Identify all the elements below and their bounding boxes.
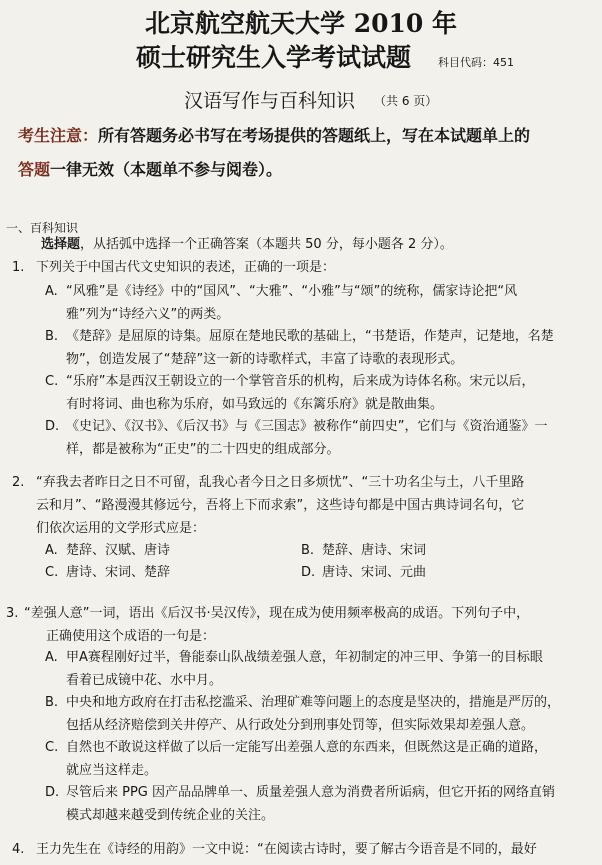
option-line: “乐府”本是西汉王朝设立的一个掌管音乐的机构，后来成为诗体名称。宋元以后， bbox=[66, 374, 535, 389]
option-line: 就应当这样走。 bbox=[66, 763, 158, 778]
notice-text-2: 一律无效（本题单不参与阅卷）。 bbox=[50, 160, 283, 179]
subject-title: 汉语写作与百科知识 bbox=[184, 90, 356, 112]
question-1 bbox=[12, 256, 592, 279]
subject-code: 科目代码：451 bbox=[438, 56, 514, 69]
question-stem-line: “差强人意”一词，语出《后汉书·吴汉传》，现在成为使用频率极高的成语。下列句子中， bbox=[24, 606, 530, 621]
option-line: 中央和地方政府在打击私挖滥采、治理矿难等问题上的态度是坚决的，措施是严厉的， bbox=[66, 695, 561, 710]
option-2d: 唐诗、宋词、元曲 bbox=[322, 565, 427, 580]
instruction-type: 选择题 bbox=[41, 237, 81, 252]
question-stem-line: “弃我去者昨日之日不可留，乱我心者今日之日多烦忧”、“三十功名尘与土，八千里路 bbox=[36, 475, 525, 490]
question-number: 4. bbox=[12, 842, 25, 857]
option-label: C. bbox=[45, 565, 59, 580]
page-count: （共 6 页） bbox=[374, 94, 438, 108]
question-number: 1. bbox=[12, 260, 25, 275]
university-year-title: 北京航空航天大学 2010 年 bbox=[145, 9, 457, 38]
option-line: 包括从经济赔偿到关井停产、从行政处分到刑事处罚等，但实际效果却差强人意。 bbox=[66, 718, 535, 733]
option-line: 甲A赛程刚好过半，鲁能泰山队战绩差强人意，年初制定的冲三甲、争第一的目标眼 bbox=[66, 650, 543, 665]
question-stem-line: 正确使用这个成语的一句是： bbox=[46, 629, 216, 644]
option-label: D. bbox=[45, 785, 60, 800]
option-label: C. bbox=[45, 740, 59, 755]
option-line: 有时将词、曲也称为乐府，如马致远的《东篱乐府》就是散曲集。 bbox=[66, 397, 444, 412]
question-2 bbox=[12, 471, 592, 540]
question-4 bbox=[12, 838, 592, 861]
option-label: D. bbox=[301, 565, 316, 580]
option-line: 《楚辞》是屈原的诗集。屈原在楚地民歌的基础上，“书楚语，作楚声，记楚地，名楚 bbox=[66, 329, 554, 344]
question-number: 3. bbox=[6, 606, 19, 621]
option-label: C. bbox=[45, 374, 59, 389]
option-2a: 楚辞、汉赋、唐诗 bbox=[66, 543, 171, 558]
section-title: 一、百科知识 bbox=[6, 221, 79, 235]
option-line: “风雅”是《诗经》中的“国风”、“大雅”、“小雅”与“颂”的统称，儒家诗论把“风 bbox=[66, 284, 518, 299]
notice-emphasis: 答题 bbox=[18, 160, 51, 179]
question-number: 2. bbox=[12, 475, 25, 490]
option-3c bbox=[45, 736, 593, 782]
option-2c: 唐诗、宋词、楚辞 bbox=[66, 565, 171, 580]
option-3b bbox=[45, 691, 593, 737]
notice-line-1 bbox=[18, 124, 598, 148]
option-label: A. bbox=[45, 650, 58, 665]
option-line: 物”，创造发展了“楚辞”这一新的诗歌样式，丰富了诗歌的表现形式。 bbox=[66, 352, 464, 367]
option-1b bbox=[45, 325, 593, 371]
option-label: A. bbox=[45, 284, 58, 299]
option-3a bbox=[45, 646, 593, 692]
notice-label: 考生注意： bbox=[18, 126, 99, 145]
option-line: 雅”列为“诗经六义”的两类。 bbox=[66, 307, 230, 322]
option-line: 模式却越来越受到传统企业的关注。 bbox=[66, 808, 275, 823]
option-line: 尽管后来 PPG 因产品品牌单一、质量差强人意为消费者所诟病，但它开拓的网络直销 bbox=[66, 785, 556, 800]
option-row-ab bbox=[45, 539, 593, 562]
question-stem-line: 云和月”、“路漫漫其修远兮，吾将上下而求索”，这些诗句都是中国古典诗词名句，它 bbox=[36, 498, 525, 513]
option-line: 看着已成镜中花、水中月。 bbox=[66, 673, 223, 688]
question-stem-line: 下列关于中国古代文史知识的表述，正确的一项是： bbox=[36, 260, 336, 275]
section-instruction bbox=[41, 236, 453, 254]
notice-line-2 bbox=[18, 158, 598, 182]
option-1c bbox=[45, 370, 593, 416]
option-label: A. bbox=[45, 543, 58, 558]
question-stem-line: 王力先生在《诗经的用韵》一文中说：“在阅读古诗时，要了解古今语音是不同的，最好 bbox=[36, 842, 537, 857]
option-line: 样，都是被称为“正史”的二十四史的组成部分。 bbox=[66, 442, 340, 457]
option-label: B. bbox=[45, 695, 59, 710]
option-label: B. bbox=[45, 329, 59, 344]
option-row-cd bbox=[45, 561, 593, 584]
option-line: 自然也不敢说这样做了以后一定能写出差强人意的东西来，但既然这是正确的道路， bbox=[66, 740, 548, 755]
option-1a bbox=[45, 280, 593, 326]
option-label: B. bbox=[301, 543, 315, 558]
option-2b: 楚辞、唐诗、宋词 bbox=[322, 543, 427, 558]
instruction-text: ，从括弧中选择一个正确答案（本题共 50 分，每小题各 2 分）。 bbox=[80, 237, 453, 252]
question-3 bbox=[6, 602, 592, 648]
option-line: 《史记》、《汉书》、《后汉书》与《三国志》被称作“前四史”，它们与《资治通鉴》一 bbox=[66, 419, 548, 434]
option-1d bbox=[45, 415, 593, 461]
exam-title: 硕士研究生入学考试试题 bbox=[136, 43, 412, 72]
notice-text-1: 所有答题务必书写在考场提供的答题纸上，写在本试题单上的 bbox=[98, 126, 531, 145]
option-3d bbox=[45, 781, 593, 827]
question-stem-line: 们依次运用的文学形式应是： bbox=[36, 521, 206, 536]
option-label: D. bbox=[45, 419, 60, 434]
